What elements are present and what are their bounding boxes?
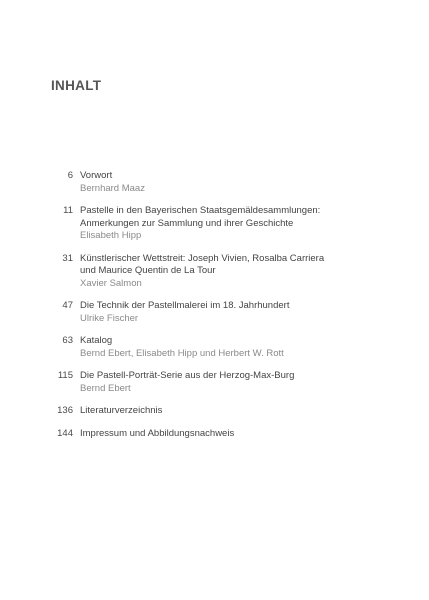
table-of-contents (0, 170, 429, 450)
toc-entry (0, 253, 429, 291)
toc-title: Vorwort (80, 170, 113, 181)
toc-entry (0, 335, 429, 360)
toc-title: Impressum und Abbildungsnachweis (80, 427, 235, 439)
toc-entry (0, 370, 429, 395)
toc-author: Xavier Salmon (80, 277, 142, 289)
toc-page-number: 31 (62, 252, 73, 264)
toc-author: Bernd Ebert (80, 382, 131, 394)
toc-page-number: 144 (57, 427, 73, 439)
toc-entry (0, 428, 429, 441)
toc-author: Bernd Ebert, Elisabeth Hipp und Herbert W. Rott (80, 347, 284, 359)
toc-entry (0, 405, 429, 418)
toc-page-number: 115 (57, 370, 73, 381)
toc-title: Künstlerischer Wettstreit: Joseph Vivien, Rosalba Carriera und Maurice Quentin de La Tour (80, 252, 325, 276)
page-title: INHALT (51, 78, 102, 93)
toc-page-number: 6 (67, 170, 73, 181)
toc-title: Literaturverzeichnis (80, 405, 163, 416)
toc-author: Elisabeth Hipp (80, 230, 142, 241)
toc-entry (0, 170, 429, 195)
toc-author: Ulrike Fischer (80, 312, 139, 324)
toc-page-number: 11 (63, 205, 73, 216)
toc-author: Bernhard Maaz (80, 182, 145, 194)
toc-title: Katalog (80, 335, 113, 346)
toc-title: Pastelle in den Bayerischen Staatsgemäldesammlungen: Anmerkungen zur Sammlung und ihrer Geschichte (80, 205, 321, 229)
toc-title: Die Pastell-Porträt-Serie aus der Herzog-Max-Burg (80, 370, 295, 381)
toc-page-number: 63 (62, 335, 73, 346)
toc-entry (0, 300, 429, 325)
toc-page-number: 136 (57, 405, 73, 416)
toc-page-number: 47 (62, 300, 73, 311)
toc-entry (0, 205, 429, 243)
toc-title: Die Technik der Pastellmalerei im 18. Jahrhundert (80, 300, 290, 311)
